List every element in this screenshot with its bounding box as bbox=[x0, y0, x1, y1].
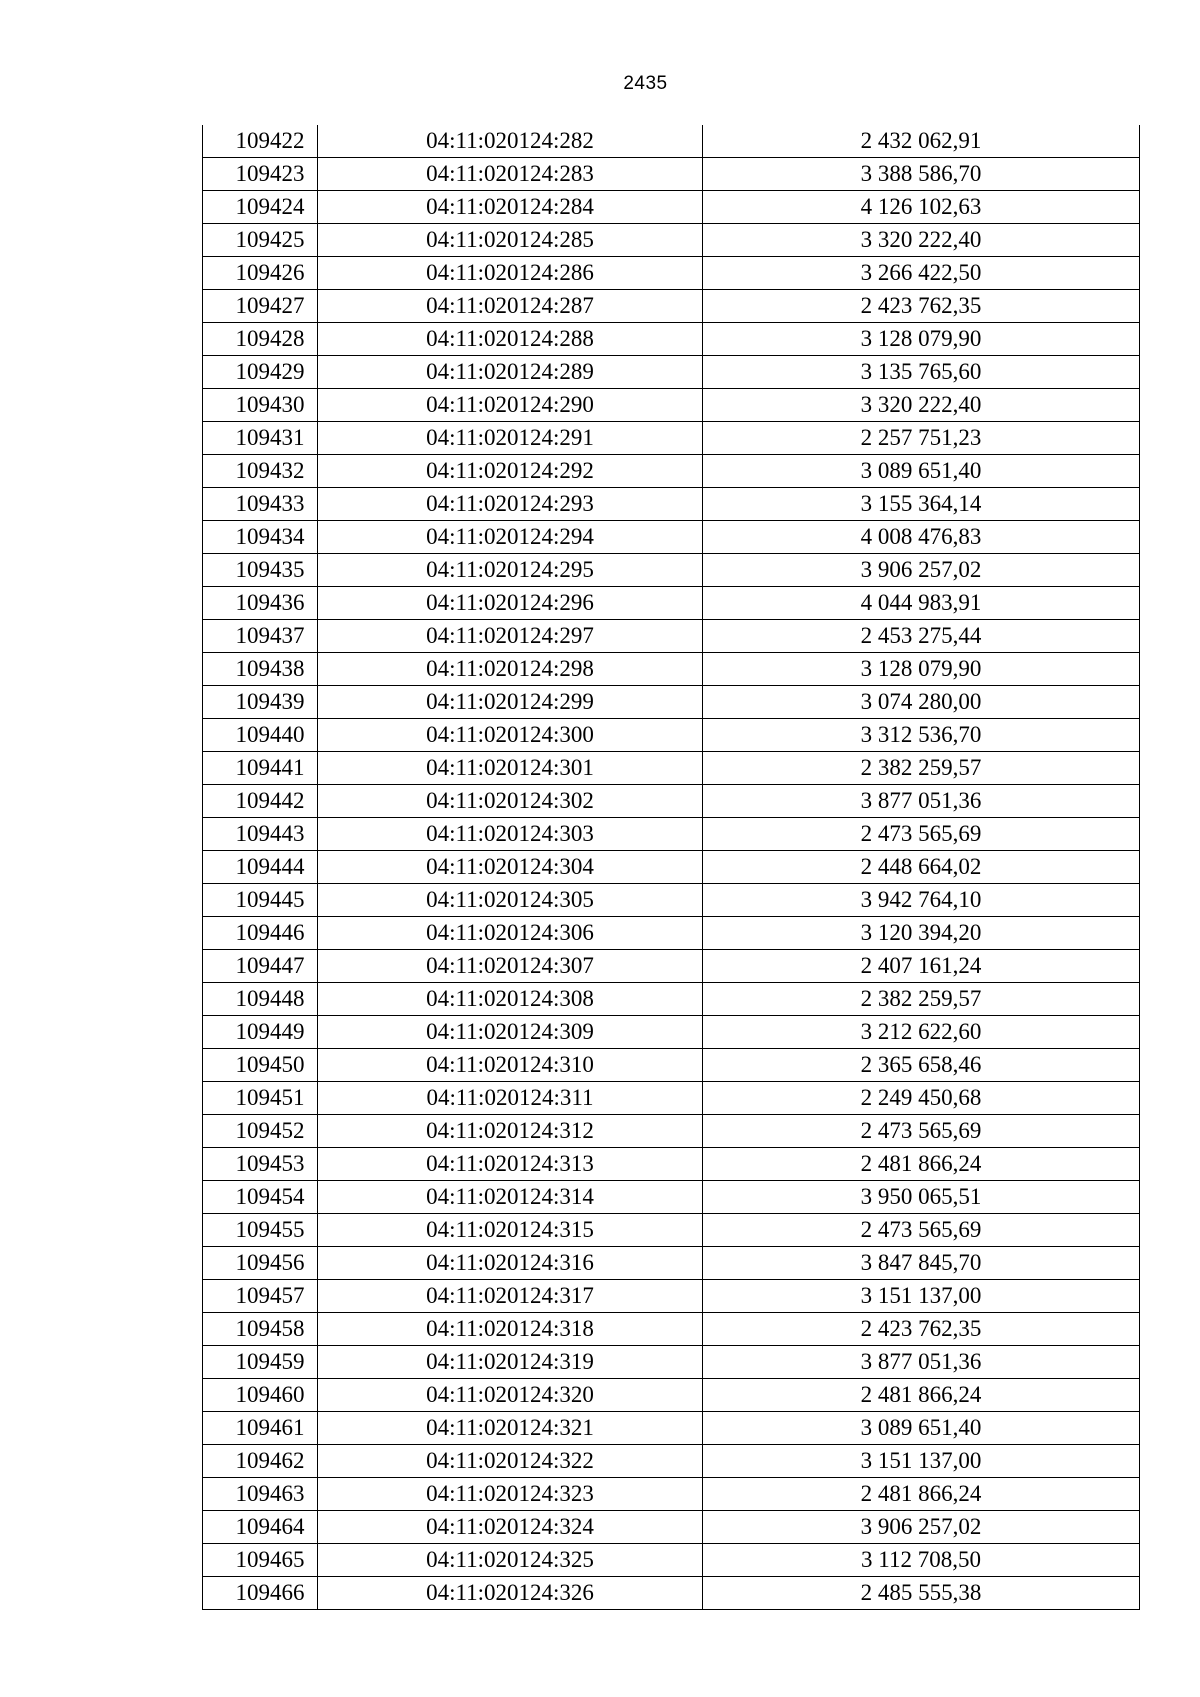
table-row bbox=[203, 1247, 1140, 1280]
value-cell: 2 453 275,44 bbox=[703, 620, 1140, 653]
cadastral-number-cell: 04:11:020124:298 bbox=[318, 653, 703, 686]
value-cell: 3 320 222,40 bbox=[703, 389, 1140, 422]
row-number-cell: 109425 bbox=[203, 224, 318, 257]
row-number-cell: 109449 bbox=[203, 1016, 318, 1049]
value-cell: 3 128 079,90 bbox=[703, 323, 1140, 356]
cadastral-number-cell: 04:11:020124:302 bbox=[318, 785, 703, 818]
row-number-cell: 109424 bbox=[203, 191, 318, 224]
value-cell: 3 906 257,02 bbox=[703, 554, 1140, 587]
value-cell: 3 950 065,51 bbox=[703, 1181, 1140, 1214]
table-row bbox=[203, 356, 1140, 389]
row-number-cell: 109437 bbox=[203, 620, 318, 653]
row-number-cell: 109465 bbox=[203, 1544, 318, 1577]
cadastral-number-cell: 04:11:020124:292 bbox=[318, 455, 703, 488]
table-row bbox=[203, 1214, 1140, 1247]
value-cell: 3 151 137,00 bbox=[703, 1280, 1140, 1313]
cadastral-number-cell: 04:11:020124:324 bbox=[318, 1511, 703, 1544]
row-number-cell: 109446 bbox=[203, 917, 318, 950]
table-row bbox=[203, 653, 1140, 686]
cadastral-number-cell: 04:11:020124:287 bbox=[318, 290, 703, 323]
cadastral-number-cell: 04:11:020124:304 bbox=[318, 851, 703, 884]
cadastral-number-cell: 04:11:020124:305 bbox=[318, 884, 703, 917]
row-number-cell: 109455 bbox=[203, 1214, 318, 1247]
table-row bbox=[203, 818, 1140, 851]
table-row bbox=[203, 752, 1140, 785]
cadastral-number-cell: 04:11:020124:289 bbox=[318, 356, 703, 389]
value-cell: 2 423 762,35 bbox=[703, 290, 1140, 323]
row-number-cell: 109432 bbox=[203, 455, 318, 488]
row-number-cell: 109458 bbox=[203, 1313, 318, 1346]
value-cell: 3 089 651,40 bbox=[703, 1412, 1140, 1445]
row-number-cell: 109451 bbox=[203, 1082, 318, 1115]
row-number-cell: 109422 bbox=[203, 125, 318, 158]
table-row bbox=[203, 950, 1140, 983]
value-cell: 3 089 651,40 bbox=[703, 455, 1140, 488]
cadastral-number-cell: 04:11:020124:300 bbox=[318, 719, 703, 752]
cadastral-number-cell: 04:11:020124:296 bbox=[318, 587, 703, 620]
table-row bbox=[203, 422, 1140, 455]
cadastral-number-cell: 04:11:020124:315 bbox=[318, 1214, 703, 1247]
page-number: 2435 bbox=[623, 73, 668, 94]
row-number-cell: 109452 bbox=[203, 1115, 318, 1148]
row-number-cell: 109434 bbox=[203, 521, 318, 554]
table-row bbox=[203, 1445, 1140, 1478]
registry-table-body bbox=[203, 125, 1140, 1610]
table-row bbox=[203, 1478, 1140, 1511]
cadastral-number-cell: 04:11:020124:308 bbox=[318, 983, 703, 1016]
row-number-cell: 109441 bbox=[203, 752, 318, 785]
row-number-cell: 109429 bbox=[203, 356, 318, 389]
table-row bbox=[203, 1313, 1140, 1346]
row-number-cell: 109461 bbox=[203, 1412, 318, 1445]
value-cell: 2 448 664,02 bbox=[703, 851, 1140, 884]
table-row bbox=[203, 1280, 1140, 1313]
table-row bbox=[203, 884, 1140, 917]
value-cell: 4 008 476,83 bbox=[703, 521, 1140, 554]
value-cell: 2 382 259,57 bbox=[703, 752, 1140, 785]
cadastral-number-cell: 04:11:020124:303 bbox=[318, 818, 703, 851]
table-row bbox=[203, 554, 1140, 587]
row-number-cell: 109466 bbox=[203, 1577, 318, 1610]
cadastral-number-cell: 04:11:020124:283 bbox=[318, 158, 703, 191]
row-number-cell: 109462 bbox=[203, 1445, 318, 1478]
value-cell: 2 485 555,38 bbox=[703, 1577, 1140, 1610]
table-row bbox=[203, 1511, 1140, 1544]
cadastral-number-cell: 04:11:020124:322 bbox=[318, 1445, 703, 1478]
value-cell: 2 249 450,68 bbox=[703, 1082, 1140, 1115]
cadastral-number-cell: 04:11:020124:284 bbox=[318, 191, 703, 224]
value-cell: 2 407 161,24 bbox=[703, 950, 1140, 983]
cadastral-number-cell: 04:11:020124:288 bbox=[318, 323, 703, 356]
row-number-cell: 109436 bbox=[203, 587, 318, 620]
row-number-cell: 109464 bbox=[203, 1511, 318, 1544]
table-row bbox=[203, 917, 1140, 950]
row-number-cell: 109445 bbox=[203, 884, 318, 917]
table-row bbox=[203, 1379, 1140, 1412]
row-number-cell: 109450 bbox=[203, 1049, 318, 1082]
cadastral-number-cell: 04:11:020124:325 bbox=[318, 1544, 703, 1577]
table-row bbox=[203, 290, 1140, 323]
row-number-cell: 109460 bbox=[203, 1379, 318, 1412]
table-row bbox=[203, 455, 1140, 488]
cadastral-number-cell: 04:11:020124:299 bbox=[318, 686, 703, 719]
cadastral-number-cell: 04:11:020124:316 bbox=[318, 1247, 703, 1280]
row-number-cell: 109438 bbox=[203, 653, 318, 686]
cadastral-number-cell: 04:11:020124:295 bbox=[318, 554, 703, 587]
value-cell: 2 365 658,46 bbox=[703, 1049, 1140, 1082]
cadastral-number-cell: 04:11:020124:309 bbox=[318, 1016, 703, 1049]
value-cell: 3 877 051,36 bbox=[703, 785, 1140, 818]
value-cell: 2 481 866,24 bbox=[703, 1148, 1140, 1181]
value-cell: 2 473 565,69 bbox=[703, 1214, 1140, 1247]
table-row bbox=[203, 1577, 1140, 1610]
row-number-cell: 109444 bbox=[203, 851, 318, 884]
row-number-cell: 109426 bbox=[203, 257, 318, 290]
row-number-cell: 109463 bbox=[203, 1478, 318, 1511]
row-number-cell: 109442 bbox=[203, 785, 318, 818]
cadastral-number-cell: 04:11:020124:312 bbox=[318, 1115, 703, 1148]
row-number-cell: 109433 bbox=[203, 488, 318, 521]
table-row bbox=[203, 686, 1140, 719]
value-cell: 3 942 764,10 bbox=[703, 884, 1140, 917]
value-cell: 3 074 280,00 bbox=[703, 686, 1140, 719]
table-row bbox=[203, 620, 1140, 653]
table-row bbox=[203, 983, 1140, 1016]
value-cell: 2 481 866,24 bbox=[703, 1379, 1140, 1412]
table-row bbox=[203, 389, 1140, 422]
table-row bbox=[203, 1049, 1140, 1082]
cadastral-number-cell: 04:11:020124:297 bbox=[318, 620, 703, 653]
row-number-cell: 109439 bbox=[203, 686, 318, 719]
cadastral-number-cell: 04:11:020124:317 bbox=[318, 1280, 703, 1313]
value-cell: 3 120 394,20 bbox=[703, 917, 1140, 950]
cadastral-number-cell: 04:11:020124:321 bbox=[318, 1412, 703, 1445]
table-row bbox=[203, 488, 1140, 521]
value-cell: 3 388 586,70 bbox=[703, 158, 1140, 191]
row-number-cell: 109435 bbox=[203, 554, 318, 587]
value-cell: 2 473 565,69 bbox=[703, 1115, 1140, 1148]
table-row bbox=[203, 1082, 1140, 1115]
value-cell: 2 257 751,23 bbox=[703, 422, 1140, 455]
cadastral-number-cell: 04:11:020124:323 bbox=[318, 1478, 703, 1511]
cadastral-number-cell: 04:11:020124:286 bbox=[318, 257, 703, 290]
cadastral-number-cell: 04:11:020124:293 bbox=[318, 488, 703, 521]
table-row bbox=[203, 719, 1140, 752]
table-row bbox=[203, 521, 1140, 554]
table-row bbox=[203, 224, 1140, 257]
cadastral-number-cell: 04:11:020124:282 bbox=[318, 125, 703, 158]
value-cell: 2 423 762,35 bbox=[703, 1313, 1140, 1346]
table-row bbox=[203, 1181, 1140, 1214]
value-cell: 3 266 422,50 bbox=[703, 257, 1140, 290]
table-row bbox=[203, 1544, 1140, 1577]
row-number-cell: 109427 bbox=[203, 290, 318, 323]
cadastral-number-cell: 04:11:020124:290 bbox=[318, 389, 703, 422]
row-number-cell: 109443 bbox=[203, 818, 318, 851]
table-row bbox=[203, 257, 1140, 290]
row-number-cell: 109456 bbox=[203, 1247, 318, 1280]
cadastral-number-cell: 04:11:020124:320 bbox=[318, 1379, 703, 1412]
row-number-cell: 109459 bbox=[203, 1346, 318, 1379]
cadastral-number-cell: 04:11:020124:326 bbox=[318, 1577, 703, 1610]
table-row bbox=[203, 191, 1140, 224]
registry-table bbox=[202, 125, 1140, 1610]
cadastral-number-cell: 04:11:020124:311 bbox=[318, 1082, 703, 1115]
cadastral-number-cell: 04:11:020124:306 bbox=[318, 917, 703, 950]
table-row bbox=[203, 1346, 1140, 1379]
row-number-cell: 109457 bbox=[203, 1280, 318, 1313]
table-row bbox=[203, 1148, 1140, 1181]
value-cell: 3 906 257,02 bbox=[703, 1511, 1140, 1544]
value-cell: 3 128 079,90 bbox=[703, 653, 1140, 686]
row-number-cell: 109447 bbox=[203, 950, 318, 983]
table-row bbox=[203, 1412, 1140, 1445]
value-cell: 3 212 622,60 bbox=[703, 1016, 1140, 1049]
row-number-cell: 109430 bbox=[203, 389, 318, 422]
value-cell: 3 320 222,40 bbox=[703, 224, 1140, 257]
table-row bbox=[203, 785, 1140, 818]
value-cell: 4 126 102,63 bbox=[703, 191, 1140, 224]
row-number-cell: 109440 bbox=[203, 719, 318, 752]
cadastral-number-cell: 04:11:020124:285 bbox=[318, 224, 703, 257]
cadastral-number-cell: 04:11:020124:294 bbox=[318, 521, 703, 554]
row-number-cell: 109431 bbox=[203, 422, 318, 455]
table-row bbox=[203, 587, 1140, 620]
table-row bbox=[203, 323, 1140, 356]
value-cell: 2 432 062,91 bbox=[703, 125, 1140, 158]
row-number-cell: 109448 bbox=[203, 983, 318, 1016]
value-cell: 3 151 137,00 bbox=[703, 1445, 1140, 1478]
row-number-cell: 109454 bbox=[203, 1181, 318, 1214]
table-row bbox=[203, 851, 1140, 884]
value-cell: 3 155 364,14 bbox=[703, 488, 1140, 521]
value-cell: 2 473 565,69 bbox=[703, 818, 1140, 851]
cadastral-number-cell: 04:11:020124:291 bbox=[318, 422, 703, 455]
registry-table-container bbox=[202, 125, 1139, 1610]
cadastral-number-cell: 04:11:020124:310 bbox=[318, 1049, 703, 1082]
cadastral-number-cell: 04:11:020124:318 bbox=[318, 1313, 703, 1346]
table-row bbox=[203, 158, 1140, 191]
row-number-cell: 109453 bbox=[203, 1148, 318, 1181]
cadastral-number-cell: 04:11:020124:319 bbox=[318, 1346, 703, 1379]
value-cell: 2 481 866,24 bbox=[703, 1478, 1140, 1511]
table-row bbox=[203, 1115, 1140, 1148]
value-cell: 2 382 259,57 bbox=[703, 983, 1140, 1016]
cadastral-number-cell: 04:11:020124:314 bbox=[318, 1181, 703, 1214]
row-number-cell: 109423 bbox=[203, 158, 318, 191]
value-cell: 3 312 536,70 bbox=[703, 719, 1140, 752]
table-row bbox=[203, 125, 1140, 158]
value-cell: 4 044 983,91 bbox=[703, 587, 1140, 620]
table-row bbox=[203, 1016, 1140, 1049]
value-cell: 3 847 845,70 bbox=[703, 1247, 1140, 1280]
cadastral-number-cell: 04:11:020124:313 bbox=[318, 1148, 703, 1181]
value-cell: 3 112 708,50 bbox=[703, 1544, 1140, 1577]
value-cell: 3 135 765,60 bbox=[703, 356, 1140, 389]
cadastral-number-cell: 04:11:020124:301 bbox=[318, 752, 703, 785]
row-number-cell: 109428 bbox=[203, 323, 318, 356]
value-cell: 3 877 051,36 bbox=[703, 1346, 1140, 1379]
cadastral-number-cell: 04:11:020124:307 bbox=[318, 950, 703, 983]
